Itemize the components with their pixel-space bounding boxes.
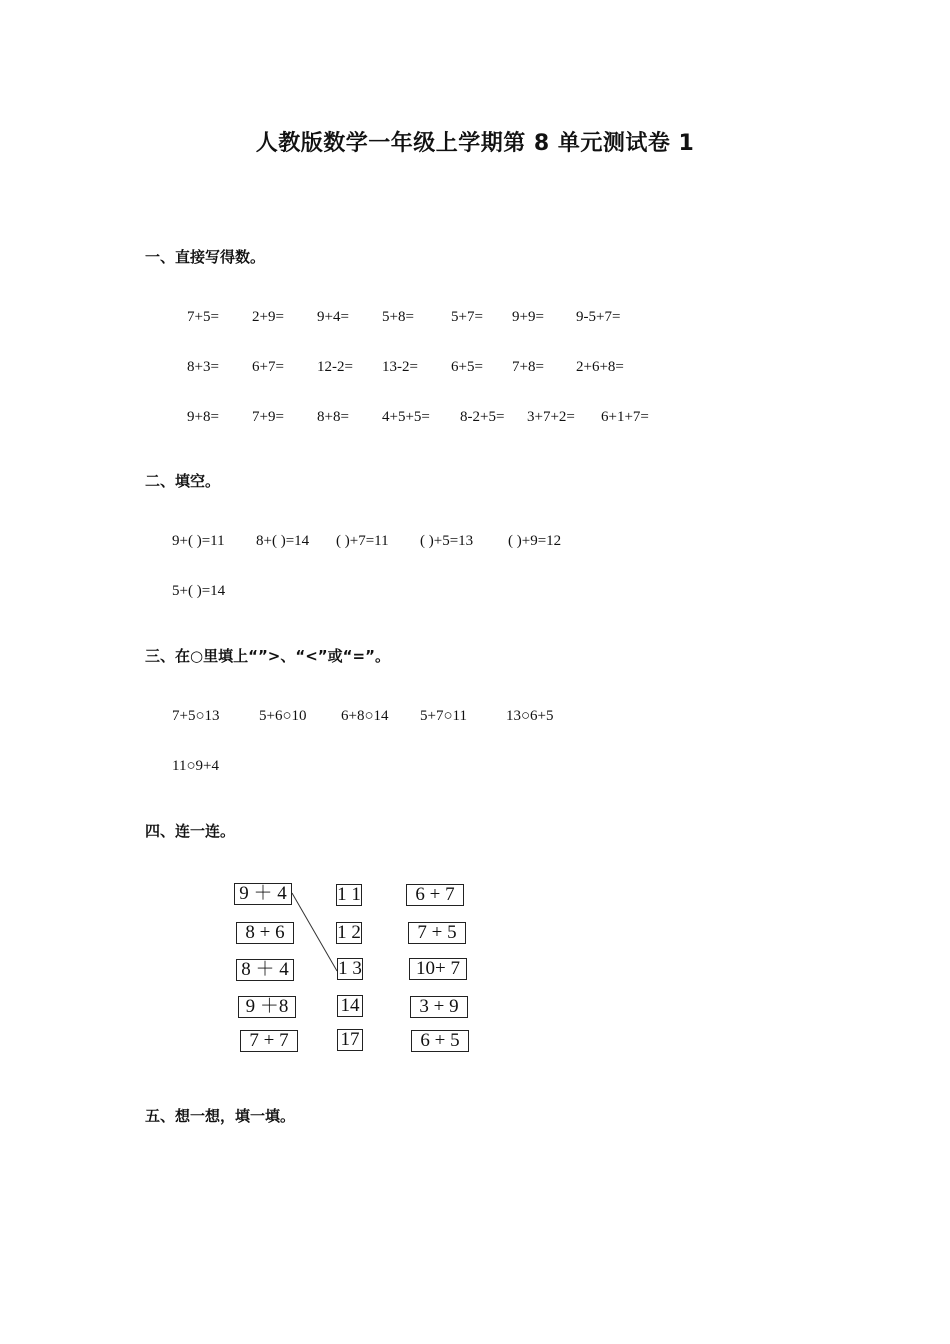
problem: 7+5= [187, 309, 219, 325]
problem: 13-2= [382, 359, 418, 375]
fill-blank-problem: 8+( )=14 [256, 533, 310, 549]
section-1-heading: 一、直接写得数。 [145, 248, 266, 266]
fill-blank-problem: ( )+9=12 [508, 533, 562, 549]
section-4-heading: 四、连一连。 [145, 822, 236, 840]
compare-problem: 11○9+4 [172, 758, 219, 774]
right-expression-box[interactable]: 3 + 9 [410, 996, 468, 1018]
problem: 12-2= [317, 359, 353, 375]
left-expression-box[interactable]: 8 + 6 [236, 922, 294, 944]
page-title: 人教版数学一年级上学期第 8 单元测试卷 1 [255, 131, 695, 156]
right-expression-box[interactable]: 6 + 7 [406, 884, 464, 906]
problem: 6+1+7= [601, 409, 649, 425]
problem: 9-5+7= [576, 309, 621, 325]
compare-problem: 5+6○10 [259, 708, 307, 724]
right-expression-box[interactable]: 10+ 7 [409, 958, 467, 980]
compare-problem: 13○6+5 [506, 708, 554, 724]
problem: 3+7+2= [527, 409, 575, 425]
problem: 7+9= [252, 409, 284, 425]
fill-blank-problem: ( )+5=13 [420, 533, 474, 549]
problem: 9+9= [512, 309, 544, 325]
left-expression-box[interactable]: 9 ＋ 4 [234, 883, 292, 905]
problem: 7+8= [512, 359, 544, 375]
problem: 2+6+8= [576, 359, 624, 375]
problem: 8-2+5= [460, 409, 505, 425]
problem: 5+7= [451, 309, 483, 325]
compare-problem: 6+8○14 [341, 708, 389, 724]
fill-blank-problem: ( )+7=11 [336, 533, 389, 549]
left-expression-box[interactable]: 8 ＋ 4 [236, 959, 294, 981]
section-5-heading: 五、想一想，填一填。 [145, 1107, 296, 1125]
left-expression-box[interactable]: 9 ＋8 [238, 996, 296, 1018]
middle-number-box[interactable]: 17 [337, 1029, 363, 1051]
left-expression-box[interactable]: 7 + 7 [240, 1030, 298, 1052]
right-expression-box[interactable]: 7 + 5 [408, 922, 466, 944]
middle-number-box[interactable]: 1 3 [338, 958, 362, 979]
problem: 9+4= [317, 309, 349, 325]
compare-problem: 5+7○11 [420, 708, 467, 724]
problem: 4+5+5= [382, 409, 430, 425]
middle-number-box[interactable]: 1 2 [337, 922, 361, 943]
fill-blank-problem: 9+( )=11 [172, 533, 225, 549]
problem: 5+8= [382, 309, 414, 325]
problem: 8+8= [317, 409, 349, 425]
problem: 6+7= [252, 359, 284, 375]
problem: 2+9= [252, 309, 284, 325]
problem: 8+3= [187, 359, 219, 375]
section-2-heading: 二、填空。 [145, 472, 221, 490]
compare-problem: 7+5○13 [172, 708, 220, 724]
right-expression-box[interactable]: 6 + 5 [411, 1030, 469, 1052]
middle-number-box[interactable]: 1 1 [337, 884, 361, 905]
connection-line-9plus4-to-13 [292, 893, 337, 971]
middle-number-box[interactable]: 14 [337, 995, 363, 1017]
problem: 6+5= [451, 359, 483, 375]
fill-blank-problem: 5+( )=14 [172, 583, 226, 599]
problem: 9+8= [187, 409, 219, 425]
section-3-heading: 三、在○里填上“”>、“<”或“=”。 [145, 647, 390, 665]
